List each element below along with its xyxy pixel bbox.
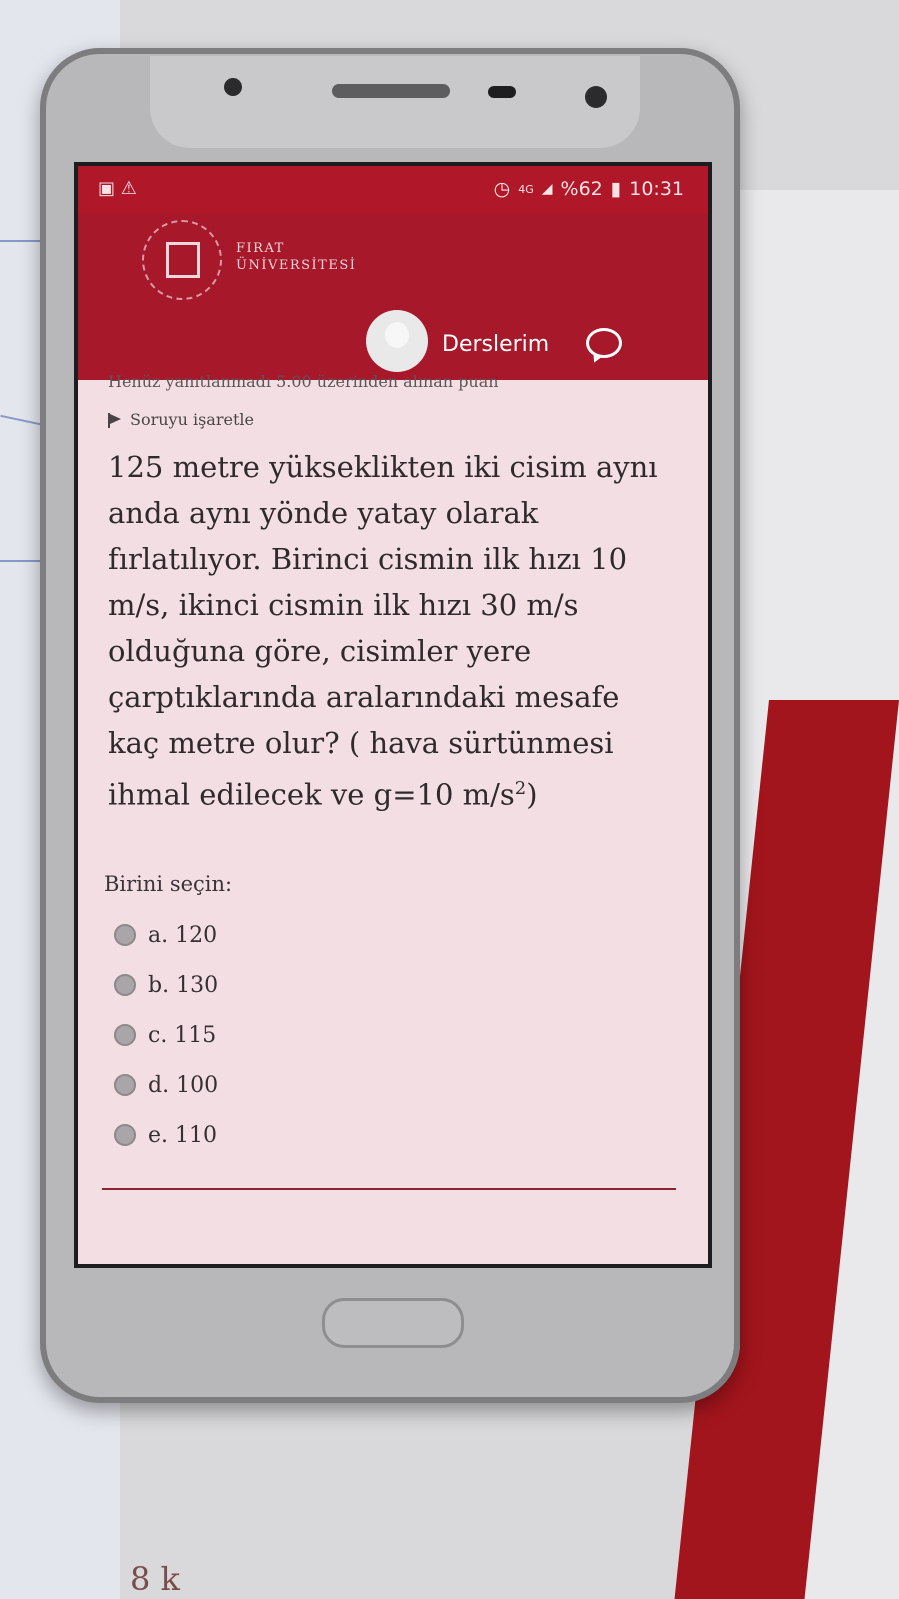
option-a[interactable] [114, 910, 218, 960]
proximity-sensor [224, 78, 242, 96]
option-label: c. 115 [148, 1022, 217, 1048]
radio-button[interactable] [114, 974, 136, 996]
network-type: 4G [518, 182, 534, 196]
radio-button[interactable] [114, 924, 136, 946]
status-indicators [494, 178, 684, 200]
bag-icon: ▣ [98, 178, 116, 199]
chat-icon[interactable] [586, 328, 622, 358]
avatar[interactable] [366, 310, 428, 372]
question-state: Henüz yanıtlanmadı 5.00 üzerinden alınan puan [108, 372, 499, 391]
home-button[interactable] [322, 1298, 464, 1348]
option-c[interactable] [114, 1010, 218, 1060]
option-label: b. 130 [148, 972, 219, 998]
phone-top-bezel [150, 56, 640, 148]
question-text-end: ) [526, 777, 538, 812]
notification-icons [98, 178, 137, 199]
light-sensor [488, 86, 516, 98]
earpiece-speaker [332, 84, 450, 98]
front-camera [585, 86, 607, 108]
signal-icon: ◢ [541, 181, 553, 197]
seal-emblem [166, 242, 200, 278]
radio-button[interactable] [114, 1024, 136, 1046]
section-divider [102, 1188, 676, 1190]
option-b[interactable] [114, 960, 218, 1010]
flag-question-link[interactable] [108, 410, 254, 429]
battery-icon: ▮ [610, 178, 622, 200]
flag-label: Soruyu işaretle [130, 410, 254, 429]
option-label: a. 120 [148, 922, 218, 948]
flag-icon [108, 413, 122, 427]
warning-icon: ⚠ [120, 178, 137, 199]
nav-my-courses[interactable]: Derslerim [442, 332, 550, 357]
battery-percent: %62 [560, 178, 603, 200]
option-label: e. 110 [148, 1122, 217, 1148]
answer-prompt: Birini seçin: [104, 872, 233, 896]
app-header [78, 214, 708, 380]
radio-button[interactable] [114, 1124, 136, 1146]
status-bar [78, 166, 708, 214]
handwritten-note: 8 k [130, 1560, 180, 1598]
option-e[interactable] [114, 1110, 218, 1160]
question-text [108, 444, 668, 818]
university-logo-text[interactable] [236, 240, 356, 274]
phone-screen [74, 162, 712, 1268]
answer-options [114, 910, 218, 1160]
university-seal-icon [142, 220, 222, 300]
option-d[interactable] [114, 1060, 218, 1110]
question-text-main: 125 metre yükseklikten iki cisim aynı anda aynı yönde yatay olarak fırlatılıyor. Birinci cismin ilk hızı 10 m/s, ikinci cismin ilk hızı 30 m/s olduğuna göre, cisimler yere çarptıklarında aralarındaki mesafe kaç metre olur? ( hava sürtünmesi ihmal edilecek ve g=10 m/s [108, 450, 658, 812]
option-label: d. 100 [148, 1072, 219, 1098]
alarm-icon: ◷ [493, 178, 511, 200]
logo-line-2: ÜNİVERSİTESİ [236, 258, 357, 273]
radio-button[interactable] [114, 1074, 136, 1096]
logo-line-1: FIRAT [236, 241, 285, 256]
clock: 10:31 [629, 178, 684, 200]
question-text-superscript: 2 [514, 778, 527, 799]
